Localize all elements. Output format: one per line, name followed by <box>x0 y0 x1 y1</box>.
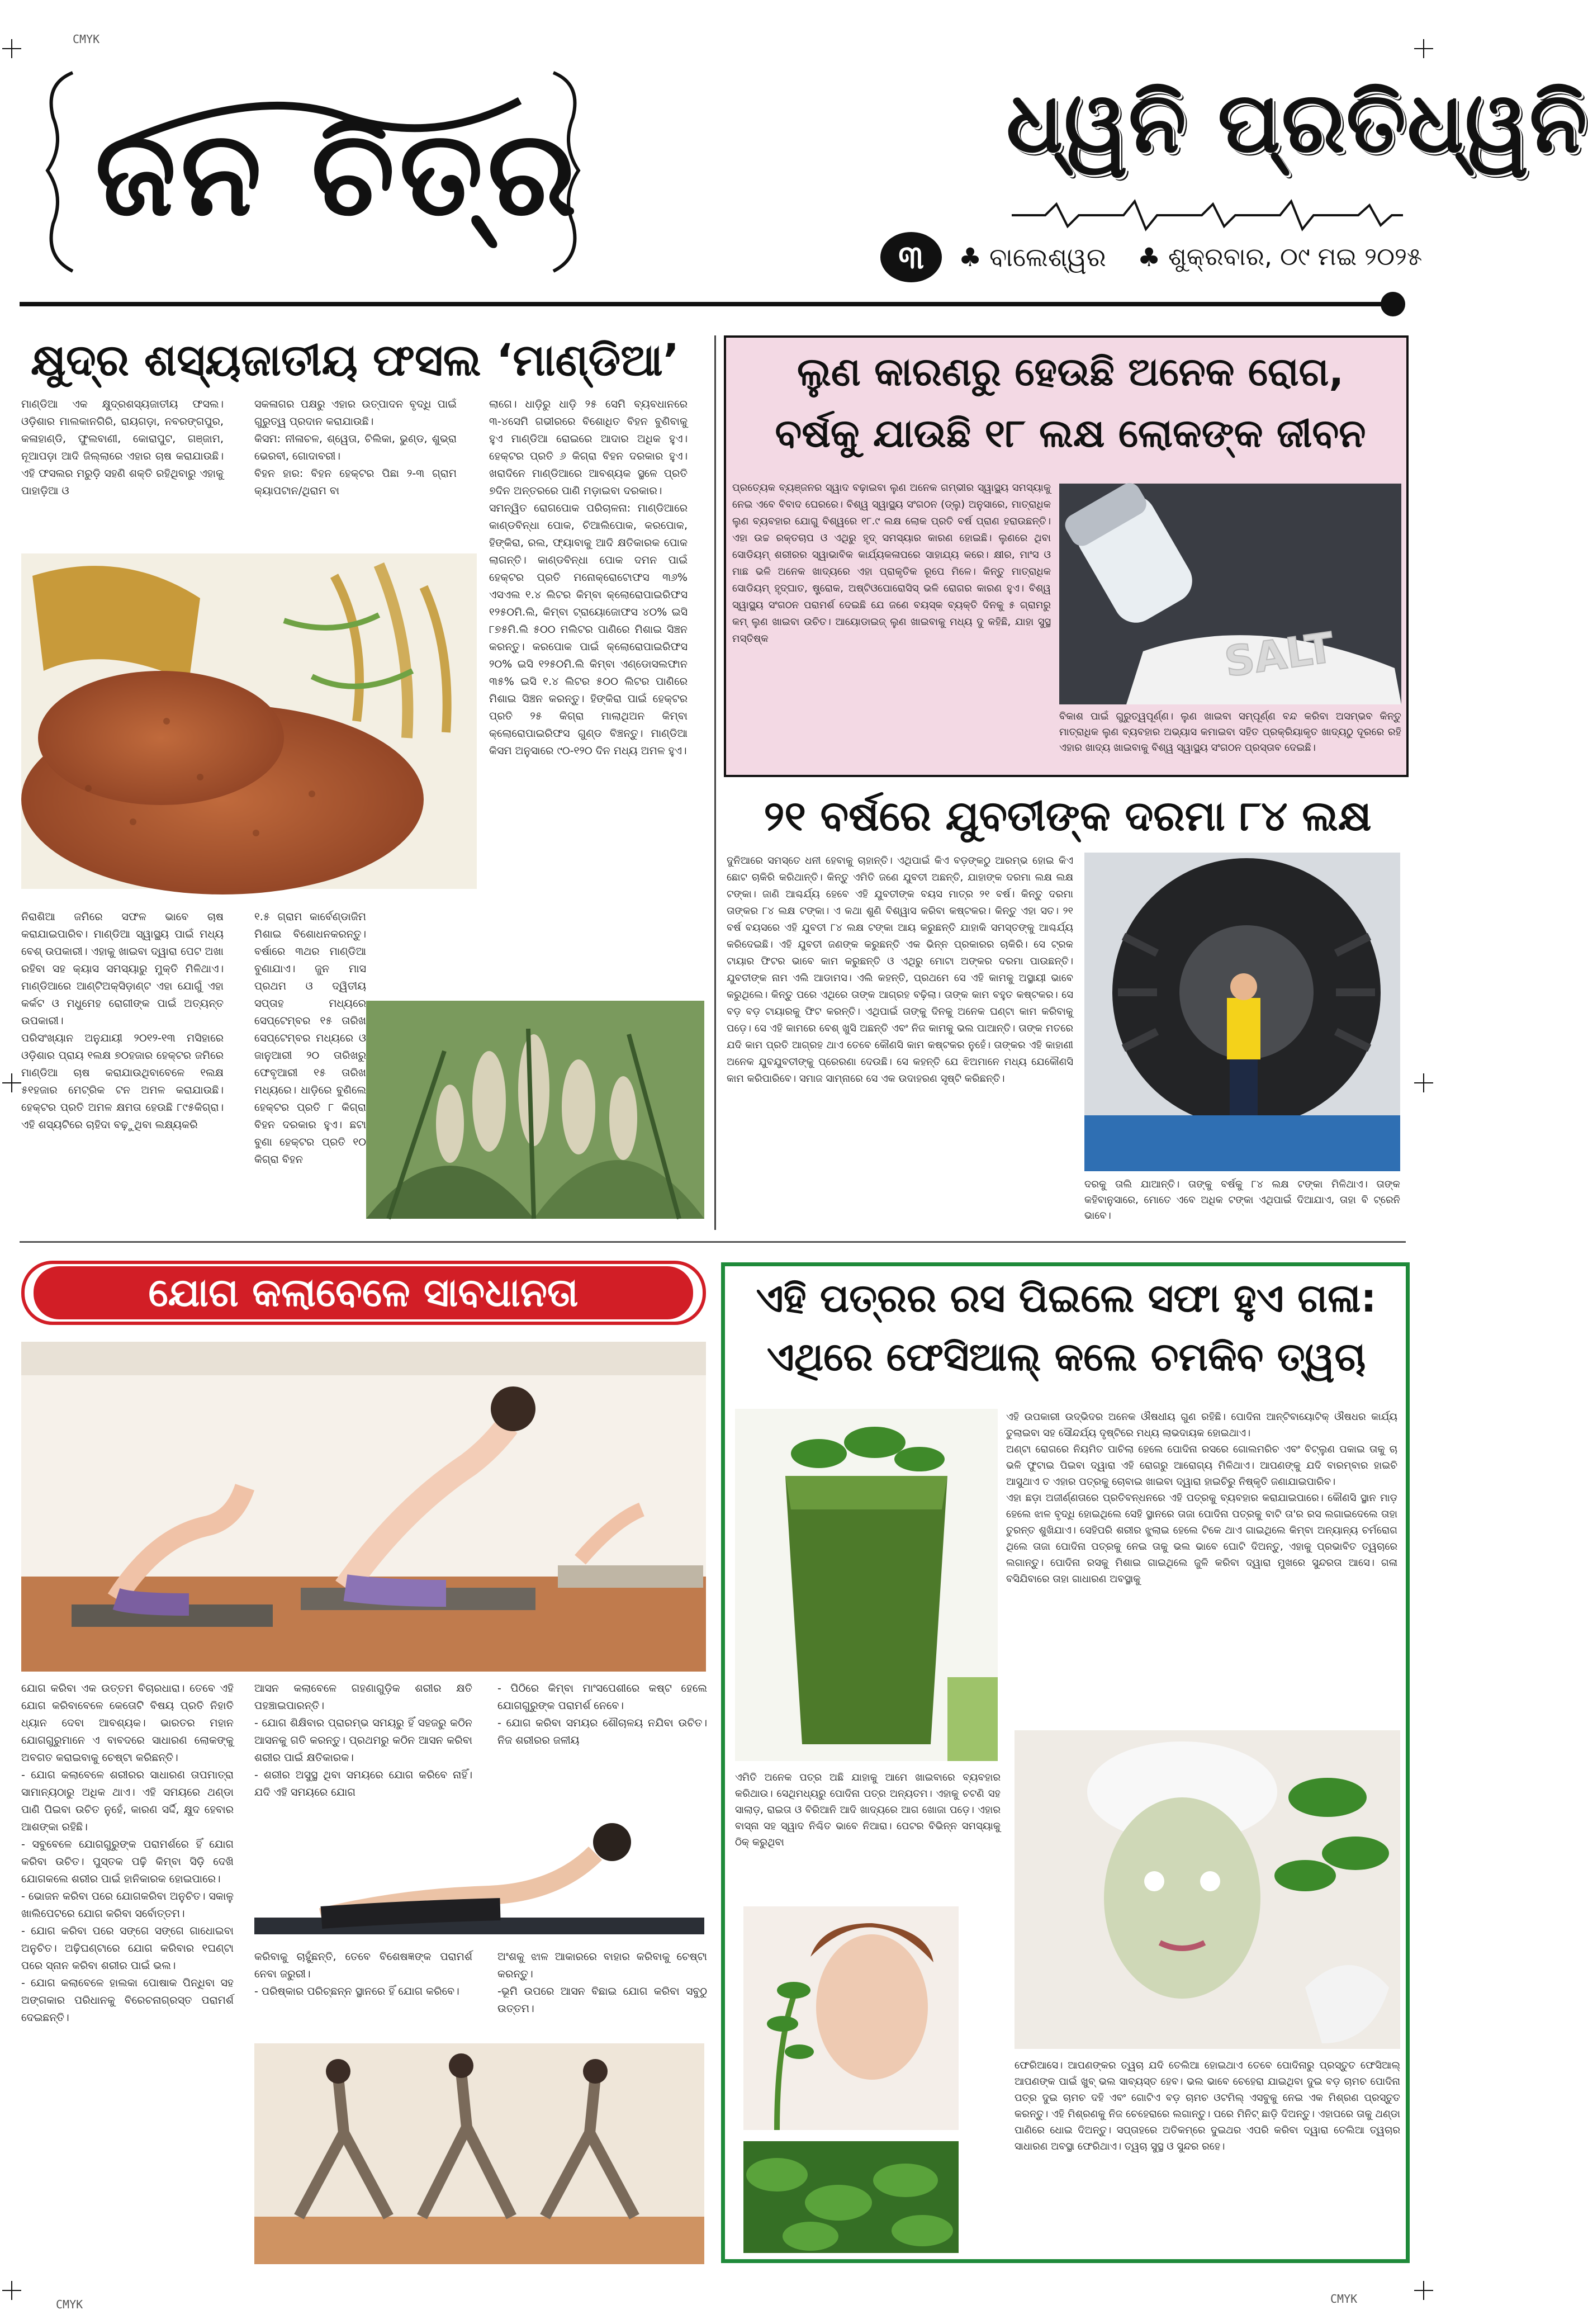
page-number: ୩ <box>880 232 942 282</box>
salary-headline: ୨୧ ବର୍ଷରେ ଯୁବତୀଙ୍କ ଦରମା ୮୪ ଲକ୍ଷ <box>764 792 1372 840</box>
registration-mark <box>1414 2281 1433 2300</box>
crop-mark-label: CMYK <box>1330 2292 1358 2306</box>
city: ବାଲେଶ୍ୱର <box>989 242 1106 272</box>
registration-mark <box>2 1073 21 1092</box>
registration-mark <box>1414 1073 1433 1092</box>
mandia-col1-top: ମାଣ୍ଡିଆ ଏକ କ୍ଷୁଦ୍ରଶସ୍ୟଜାତୀୟ ଫସଲ। ଓଡ଼ିଶାର ମାଲକାନଗିରି, ରାୟଗଡ଼ା, ନବରଙ୍ଗପୁର, କଳାହାଣ୍ଡି, ଫୁଲବାଣୀ, କୋରାପୁଟ, ଗଞ୍ଜାମ, ନୂଆପଡ଼ା ଆଦି ଜିଲ୍ଲାରେ ଏହାର ଚାଷ କରାଯାଉଛି। ଏହି ଫସଲର ମରୁଡ଼ି ସହଣି ଶକ୍ତି ରହିଥିବାରୁ ଏହାକୁ ପାହାଡ଼ିଆ ଓ <box>21 398 224 497</box>
ecg-line <box>1012 198 1403 232</box>
salary-body: ଦୁନିଆରେ ସମସ୍ତେ ଧନୀ ହେବାକୁ ଚାହାନ୍ତି। ଏଥିପାଇଁ କିଏ ବଡ଼ଙ୍କଠୁ ଆରମ୍ଭ ହୋଇ କିଏ ଛୋଟ ଚାକିରି କରିଥାନ୍ତି। କିନ୍ତୁ ଏମିତି ଜଣେ ଯୁବତୀ ଅଛନ୍ତି, ଯାହାଙ୍କ ଦରମା ଲକ୍ଷ ଲକ୍ଷ ଟଙ୍କା। ଜାଣି ଆଶ୍ଚର୍ଯ୍ୟ ହେବେ ଏହି ଯୁବତୀଙ୍କ ବୟସ ମାତ୍ର ୨୧ ବର୍ଷ। କିନ୍ତୁ ଦରମା ତାଙ୍କର ୮୪ ଲକ୍ଷ ଟଙ୍କା। ଏ କଥା ଶୁଣି ବିଶ୍ୱାସ କରିବା କଷ୍ଟକର। କିନ୍ତୁ ଏହା ସତ। ୨୧ ବର୍ଷ ବୟସରେ ଏହି ଯୁବତୀ ୮୪ ଲକ୍ଷ ଟଙ୍କା ଆୟ କରୁଛନ୍ତି ଯାହାକି ସମସ୍ତଙ୍କୁ ଆଶ୍ଚର୍ଯ୍ୟ କରିଦେଇଛି। ଏହି ଯୁବତୀ ଜଣଙ୍କ କରୁଛନ୍ତି ଏକ ଭିନ୍ନ ପ୍ରକାରର ଚାକିରି। ସେ ଟ୍ରକ ଟାୟାର ଫିଟର ଭାବେ କାମ କରୁଛନ୍ତି ଓ ଏଥିରୁ ମୋଟା ଅଙ୍କର ଦରମା ପାଉଛନ୍ତି। ଯୁବତୀଙ୍କ ନାମ ଏଲି ଆଡାମସ। ଏଲି କହନ୍ତି, ପ୍ରଥମେ ସେ ଏହି କାମକୁ ଅସ୍ଥାୟୀ ଭାବେ କରୁଥିଲେ। କିନ୍ତୁ ପରେ ଏଥିରେ ତାଙ୍କ ଆଗ୍ରହ ବଢ଼ିଲା। ତାଙ୍କ କାମ ବହୁତ କଷ୍ଟକର। ସେ ବଡ଼ ବଡ଼ ଟାୟାରକୁ ଫିଟ କରନ୍ତି। ଏଥିପାଇଁ ତାଙ୍କୁ ଦିନକୁ ଅନେକ ଘଣ୍ଟା କାମ କରିବାକୁ ପଡ଼େ। ସେ ଏହି କାମରେ ବେଶ୍ ଖୁସି ଅଛନ୍ତି ଏବଂ ନିଜ କାମକୁ ଭଲ ପାଆନ୍ତି। ତାଙ୍କ ମତରେ ଯଦି କାମ ପ୍ରତି ଆଗ୍ରହ ଥାଏ ତେବେ କୌଣସି କାମ କଷ୍ଟକର ନୁହେଁ। ତାଙ୍କର ଏହି କାହାଣୀ ଅନେକ ଯୁବଯୁବତୀଙ୍କୁ ପ୍ରେରଣା ଦେଉଛି। ସେ କହନ୍ତି ଯେ ଝିଅମାନେ ମଧ୍ୟ ଯେକୌଣସି କାମ କରିପାରିବେ। ସମାଜ ସାମ୍ନାରେ ସେ ଏକ ଉଦାହରଣ ସୃଷ୍ଟି କରିଛନ୍ତି। <box>727 855 1073 1085</box>
mint-body-top: ଏହି ଉପକାରୀ ଉଦ୍ଭିଦର ଅନେକ ଔଷଧୀୟ ଗୁଣ ରହିଛି। ପୋଦିନା ଆନ୍ଟିବାୟୋଟିକ୍ ଔଷଧର କାର୍ଯ୍ୟ ତୁଲାଇବା ସହ ସୌନ୍ଦର୍ଯ୍ୟ ଦୃଷ୍ଟିରେ ମଧ୍ୟ ଲାଭଦାୟକ ହୋଇଥାଏ। ଅଣ୍ଟା ରୋଗରେ ନିୟମିତ ପାଚିଲା ହେଲେ ପୋଦିନା ରସରେ ଗୋଲମରିଚ ଏବଂ ବିଟ୍‌ଲୁଣ ପକାଇ ତାକୁ ଚା ଭଳି ଫୁଟାଇ ପିଇବା ଦ୍ୱାରା ଏହି ରୋଗରୁ ଆରୋଗ୍ୟ ମିଳିଥାଏ। ଆପଣଙ୍କୁ ଯଦି ବାରମ୍ବାର ହାଇଚି ଆସୁଥାଏ ତ ଏହାର ପତ୍ରକୁ ଚୋବାଇ ଖାଇବା ଦ୍ୱାରା ହାଇଚିରୁ ନିଷ୍କୃତି ଜଣାଯାଇପାରିବ। ଏହା ଛଡ଼ା ଅଜୀର୍ଣ୍ଣତାରେ ପ୍ରତିବନ୍ଧନରେ ଏହି ପତ୍ରକୁ ବ୍ୟବହାର କରାଯାଇପାରେ। କୌଣସି ସ୍ଥାନ ମାଡ଼ ହେଲେ ଝାଳ ବୃଦ୍ଧି ହୋଇଥିଲେ ସେହି ସ୍ଥାନରେ ତାଜା ପୋଦିନା ପତ୍ରକୁ ବାଟି ତା'ର ରସ ଲଗାଇଦେଲେ ତାହା ତୁରନ୍ତ ଶୁଖିଯାଏ। ସେହିପରି ଶରୀର ଝୁଲାଇ ହେଲେ ଟିକେ ଥାଏ ଗାଇଥିଲେ କିମ୍ବା ଅନ୍ୟାନ୍ୟ ଚର୍ମରୋଗ ଥିଲେ ତାଜା ପୋଦିନା ପତ୍ରକୁ ନେଇ ତାକୁ ଭଲ ଭାବେ ଘୋଟି ଦିଅନ୍ତୁ, ଏହାକୁ ପ୍ରଭାବିତ ତ୍ୱଚାରେ ଲଗାନ୍ତୁ। ପୋଦିନା ରସକୁ ମିଶାଇ ଗାଇଥିଲେ ଜୁଳି କରିବା ଦ୍ୱାରା ମୁଖରେ ସୁନ୍ଦରତା ଆସେ। ଗଳା ବସିଯିବାରେ ତାହା ଗାଧାରଣ ଅବସ୍ଥାକୁ <box>1006 1411 1397 1585</box>
crop-mark-label: CMYK <box>73 32 100 46</box>
mandia-col3: ଲାଗେ। ଧାଡ଼ିରୁ ଧାଡ଼ି ୨୫ ସେମି ବ୍ୟବଧାନରେ ୩-୪ସେମି ଗଭୀରରେ ବିଶୋଧିତ ବିହନ ବୁଣିବାକୁ ହୁଏ ମାଣ୍ଡିଆ ରୋଇରେ ଆଦାର ଅଧିକ ହୁଏ। ହେକ୍ଟର ପ୍ରତି ୬ କିଗ୍ରା ବିହନ ଦରକାର ହୁଏ। ଖରାଦିନେ ମାଣ୍ଡିଆରେ ଆବଶ୍ୟକ ସ୍ଥଳେ ପ୍ରତି ୭ଦିନ ଅନ୍ତରରେ ପାଣି ମଡ଼ାଇବା ଦରକାର। ସମନ୍ୱିତ ରୋଗପୋକ ପରିଚାଳନା: ମାଣ୍ଡିଆରେ କାଣ୍ଡବିନ୍ଧା ପୋକ, ଚିଆଲିପୋକ, କରପୋକ, ହିଙ୍କିରା, ରଲ, ଫ୍ୟାବାକୁ ଆଦି କ୍ଷତିକାରକ ପୋକ ଲାଗନ୍ତି। କାଣ୍ଡବିନ୍ଧା ପୋକ ଦମନ ପାଇଁ ହେକ୍ଟର ପ୍ରତି ମନୋକ୍ରୋଟୋଫସ ୩୬% ଏସଏଲ ୧.୪ ଲିଟର କିମ୍ବା କ୍ଲୋରୋପାଇରିଫସ ୧୨୫୦ମି.ଲି, କିମ୍ବା ଟ୍ରାୟୋଜୋଫସ ୪୦% ଇସି ୮୭୫ମି.ଲି ୫୦୦ ମଲିଟର ପାଣିରେ ମିଶାଇ ସିଞ୍ଚନ କରନ୍ତୁ। କରପୋକ ପାଇଁ କ୍ଲୋରୋପାଇରିଫସ ୨୦% ଇସି ୧୨୫୦ମି.ଲି କିମ୍ବା ଏଣ୍ଡୋସଲଫାନ ୩୫% ଇସି ୧.୪ ଲିଟର ୫୦୦ ଲିଟର ପାଣିରେ ମିଶାଇ ସିଞ୍ଚନ କରନ୍ତୁ। ହିଙ୍କିରା ପାଇଁ ହେକ୍ଟର ପ୍ରତି ୨୫ କିଗ୍ରା ମାଲାଥିଅନ କିମ୍ବା କ୍ଲୋରୋପାଇରିଫସ ଗୁଣ୍ଡ ବିଞ୍ଚନ୍ତୁ। ମାଣ୍ଡିଆ କିସମ ଅନୁସାରେ ୯୦-୧୨୦ ଦିନ ମଧ୍ୟ ଅମଳ ହୁଏ। <box>489 398 688 757</box>
mandia-col2-top: ସକଳାଗର ପକ୍ଷରୁ ଏହାର ଉତ୍ପାଦନ ବୃଦ୍ଧି ପାଇଁ ଗୁରୁତ୍ୱ ପ୍ରଦାନ କରାଯାଉଛି। କିସମ: ନୀଳାଚଳ, ଶ୍ୱେତା, ଚିଲିକା, ଭୁଣ୍ଡ, ଶୁଭ୍ରା ଭେରବୀ, ଗୋଦାବରୀ। ବିହନ ହାର: ବିହନ ହେକ୍ଟର ପିଛା ୨-୩ ଗ୍ରାମ କ୍ୟାପଟାନ/ଥିରାମ ବା <box>254 398 457 497</box>
yoga-class-photo <box>21 1342 706 1672</box>
mandia-col1-bottom: ନିରାଶିଆ ଜମିରେ ସଫଳ ଭାବେ ଚାଷ କରାଯାଇପାରିବ। ମାଣ୍ଡିଆ ସ୍ୱାସ୍ଥ୍ୟ ପାଇଁ ମଧ୍ୟ ବେଶ୍ ଉପକାରୀ। ଏହାକୁ ଖାଇବା ଦ୍ୱାରା ପେଟ ଅଖା ରହିବା ସହ କ୍ୟାସ ସମସ୍ୟାରୁ ମୁକ୍ତି ମିଳିଥାଏ। ମାଣ୍ଡିଆରେ ଆଣ୍ଟିଅକ୍ସିଡ଼ାଣ୍ଟ ଏହା ଯୋଗୁଁ ଏହା କର୍କଟ ଓ ମଧୁମେହ ରୋଗୀଙ୍କ ପାଇଁ ଅତ୍ୟନ୍ତ ଉପକାରୀ। ପରିସଂଖ୍ୟାନ ଅନୁଯାୟୀ ୨୦୧୨-୧୩ ମସିହାରେ ଓଡ଼ିଶାର ପ୍ରାୟ ୧ଲକ୍ଷ ୭୦ହଜାର ହେକ୍ଟର ଜମିରେ ମାଣ୍ଡିଆ ଚାଷ କରାଯାଉଥିବାବେଳେ ୧ଲକ୍ଷ ୫୧ହଜାର ମେଟ୍ରିକ ଟନ ଅମଳ କରାଯାଉଛି। ହେକ୍ଟର ପ୍ରତି ଅମଳ କ୍ଷମତା ହେଉଛି ୮୯୫କିଗ୍ରା। ଏହି ଶସ୍ୟଟିରେ ଚାହିଦା ବଢ଼ୁଥିବା ଲକ୍ଷ୍ୟକରି <box>21 911 224 1131</box>
yoga-pose-photo <box>254 1803 704 1943</box>
mint-headline-line2: ଏଥିରେ ଫେସିଆଲ୍ କଲେ ଚମକିବ ତ୍ୱଚା <box>766 1334 1366 1380</box>
salt-body-right: ବିକାଶ ପାଇଁ ଗୁରୁତ୍ୱପୂର୍ଣ୍ଣ। ଲୁଣ ଖାଇବା ସମ୍ପୂର୍ଣ୍ଣ ବନ୍ଦ କରିବା ଅସମ୍ଭବ କିନ୍ତୁ ମାତ୍ରାଧିକ ଲୁଣ ବ୍ୟବହାର ଅଭ୍ୟାସ କମାଇବା ସହିତ ପ୍ରକ୍ରିୟାକୃତ ଖାଦ୍ୟଠୁ ଦୂରରେ ରହି ଏହାର ଖାଦ୍ୟ ଖାଇବାକୁ ବିଶ୍ୱ ସ୍ୱାସ୍ଥ୍ୟ ସଂଗଠନ ପ୍ରସ୍ତାବ ଦେଇଛି। <box>1059 711 1401 754</box>
mint-body-mid: ଏମିତି ଅନେକ ପତ୍ର ଅଛି ଯାହାକୁ ଆମେ ଖାଇବାରେ ବ୍ୟବହାର କରିଥାଉ। ସେଥିମଧ୍ୟରୁ ପୋଦିନା ପତ୍ର ଅନ୍ୟତମ। ଏହାକୁ ଚଟଣି ସହ ସାଲାଡ଼, ରାଇତା ଓ ବିରିଆନି ଆଦି ଖାଦ୍ୟରେ ଆଗ ଖୋଜା ପଡ଼େ। ଏହାର ବାସ୍ନା ସହ ସ୍ୱାଦ ନିଶ୍ଚିତ ଭାବେ ନିଆରା। ପେଟର ବିଭିନ୍ନ ସମସ୍ୟାକୁ ଠିକ୍ କରୁଥିବା <box>735 1772 1001 1848</box>
registration-mark <box>2 2281 21 2300</box>
yoga-col2-bottom: କରିବାକୁ ଚାହୁଁଛନ୍ତି, ତେବେ ବିଶେଷଜ୍ଞଙ୍କ ପରାମର୍ଶ ନେବା ଜରୁରୀ। - ପରିଷ୍କାର ପରିଚ୍ଛନ୍ନ ସ୍ଥାନରେ ହିଁ ଯୋଗ କରିବେ। <box>254 1951 472 1998</box>
section-title: ଜନ ଚିତ୍ର <box>95 104 581 242</box>
millet-plant-photo <box>366 1001 704 1219</box>
mint-headline-line1: ଏହି ପତ୍ରର ରସ ପିଇଲେ ସଫା ହୁଏ ଗଳା: <box>756 1275 1377 1321</box>
rule-end-dot <box>1381 292 1405 316</box>
mandia-headline: କ୍ଷୁଦ୍ର ଶସ୍ୟଜାତୀୟ ଫସଲ ‘ମାଣ୍ଡିଆ’ <box>31 335 680 386</box>
masthead-rule <box>20 302 1389 306</box>
salt-body-left: ପ୍ରତ୍ୟେକ ବ୍ୟଞ୍ଜନର ସ୍ୱାଦ ବଢ଼ାଇବା ଲୁଣ ଅନେକ ଗମ୍ଭୀର ସ୍ୱାସ୍ଥ୍ୟ ସମସ୍ୟାକୁ ନେଇ ଏବେ ବିବାଦ ଘେରରେ। ବିଶ୍ୱ ସ୍ୱାସ୍ଥ୍ୟ ସଂଗଠନ (ଡ୍ଲୁ) ଅନୁସାରେ, ମାତ୍ରାଧିକ ଲୁଣ ବ୍ୟବହାର ଯୋଗୁ ବିଶ୍ୱରେ ୧୮.୯ ଲକ୍ଷ ଲୋକ ପ୍ରତି ବର୍ଷ ପ୍ରାଣ ହରାଉଛନ୍ତି। ଏହା ଉଚ୍ଚ ରକ୍ତଚାପ ଓ ଏଥିରୁ ହୃଦ୍ ସମସ୍ୟାର କାରଣ ହୋଇଛି। ଲୁଣରେ ଥିବା ସୋଡିୟମ୍ ଶରୀରର ସ୍ୱାଭାବିକ କାର୍ଯ୍ୟକଳାପରେ ସାହାଯ୍ୟ କରେ। କ୍ଷୀର, ମାଂସ ଓ ମାଛ ଭଳି ଅନେକ ଖାଦ୍ୟରେ ଏହା ପ୍ରାକୃତିକ ରୂପେ ମିଳେ। କିନ୍ତୁ ମାତ୍ରାଧିକ ସୋଡିୟମ୍ ହୃଦ୍‌ଘାତ, ଷ୍ଟ୍ରୋକ, ଅଷ୍ଟିଓପୋରୋସିସ୍ ଭଳି ରୋଗର କାରଣ ହୁଏ। ବିଶ୍ୱ ସ୍ୱାସ୍ଥ୍ୟ ସଂଗଠନ ପରାମର୍ଶ ଦେଇଛି ଯେ ଜଣେ ବୟସ୍କ ବ୍ୟକ୍ତି ଦିନକୁ ୫ ଗ୍ରାମରୁ କମ୍ ଲୁଣ ଖାଇବା ଉଚିତ। ଆୟୋଡାଇଜ୍ ଲୁଣ ଖାଇବାକୁ ମଧ୍ୟ ଦୁ କହିଛି, ଯାହା ସୁସ୍ଥ ମସ୍ତିଷ୍କ <box>732 482 1051 645</box>
section-divider <box>20 1241 1406 1243</box>
issue-date: ଶୁକ୍ରବାର, ୦୯ ମଇ ୨୦୨୫ <box>1168 243 1423 271</box>
yoga-headline: ଯୋଗ କଲାବେଳେ ସାବଧାନତା <box>34 1266 693 1319</box>
yoga-col2: ଆସନ କଲାବେଳେ ଗହଣାଗୁଡ଼ିକ ଶରୀର କ୍ଷତି ପହଞ୍ଚାଇପାରନ୍ତି। - ଯୋଗ ଶିକ୍ଷିବାର ପ୍ରାରମ୍ଭ ସମୟରୁ ହିଁ ସହଜରୁ କଠିନ ଆସନକୁ ଗତି କରନ୍ତୁ। ପ୍ରଥମରୁ କଠିନ ଆସନ କରିବା ଶରୀର ପାଇଁ କ୍ଷତିକାରକ। - ଶରୀର ଅସୁସ୍ଥ ଥିବା ସମୟରେ ଯୋଗ କରିବେ ନାହିଁ। ଯଦି ଏହି ସମୟରେ ଯୋଗ <box>254 1682 472 1798</box>
paper-name: ଧ୍ୱନି ପ୍ରତିଧ୍ୱନି <box>1006 74 1588 172</box>
mint-juice-photo <box>735 1409 998 1761</box>
column-divider <box>714 335 716 1230</box>
salt-headline-line2: ବର୍ଷକୁ ଯାଉଛି ୧୮ ଲକ୍ଷ ଲୋକଙ୍କ ଜୀବନ <box>775 410 1366 456</box>
tyre-worker-photo <box>1084 853 1400 1171</box>
yoga-col3: - ପିଠିରେ କିମ୍ବା ମାଂସପେଶୀରେ କଷ୍ଟ ହେଲେ ଯୋଗଗୁରୁଙ୍କ ପରାମର୍ଶ ନେବେ। - ଯୋଗ କରିବା ସମୟର ଶୌଚାଳୟ ନଯିବା ଉଚିତ। ନିଜ ଶରୀରର ଜଳୀୟ <box>497 1682 707 1746</box>
crop-mark-label: CMYK <box>56 2298 83 2311</box>
yoga-col1: ଯୋଗ କରିବା ଏକ ଉତ୍ତମ ବିଚାରଧାରା। ତେବେ ଏହି ଯୋଗ କରିବାବେଳେ କେତୋଟି ବିଷୟ ପ୍ରତି ନିହାତି ଧ୍ୟାନ ଦେବା ଆବଶ୍ୟକ। ଭାରତର ମହାନ ଯୋଗଗୁରୁମାନେ ଏ ବାବଦରେ ସାଧାରଣ ଲୋକଙ୍କୁ ଅବଗତ କରାଇବାକୁ ଚେଷ୍ଟା କରିଛନ୍ତି। - ଯୋଗ କଲାବେଳେ ଶରୀରର ସାଧାରଣ ତାପମାତ୍ରା ସାମାନ୍ୟଠାରୁ ଅଧିକ ଥାଏ। ଏହି ସମୟରେ ଥଣ୍ଡା ପାଣି ପିଇବା ଉଚିତ ନୁହେଁ, କାରଣ ସର୍ଦ୍ଦି, କ୍ଷୁଦ ହେବାର ଆଶଙ୍କା ରହିଛି। - ସବୁବେଳେ ଯୋଗଗୁରୁଙ୍କ ପରାମର୍ଶରେ ହିଁ ଯୋଗ କରିବା ଉଚିତ। ପୁସ୍ତକ ପଢ଼ି କିମ୍ବା ସିଡ଼ି ଦେଖି ଯୋଗକଲେ ଶରୀର ପାଇଁ ହାନିକାରକ ହୋଇପାରେ। - ଭୋଜନ କରିବା ପରେ ଯୋଗକରିବା ଅନୁଚିତ। ସକାଳୁ ଖାଲିପେଟରେ ଯୋଗ କରିବା ସର୍ବୋତ୍ତମ। - ଯୋଗ କରିବା ପରେ ସଙ୍ଗେ ସଙ୍ଗେ ଗାଧୋଇବା ଅନୁଚିତ। ଅଢ଼ିଘଣ୍ଟାରେ ଯୋଗ କରିବାର ୧ଘଣ୍ଟା ପରେ ସ୍ନାନ କରିବା ଶରୀର ପାଇଁ ଭଲ। - ଯୋଗ କଲାବେଳେ ହାଲକା ପୋଷାକ ପିନ୍ଧିବା ସହ ଅଙ୍ଗକାର ପରିଧାନକୁ ବିରେଚନାଗ୍ରସ୍ତ ପରାମର୍ଶ ଦେଇଛନ୍ତି। <box>21 1682 234 2024</box>
salt-shaker-photo <box>1059 484 1401 704</box>
mandia-col2-bottom: ୧.୫ ଗ୍ରାମ କାର୍ବେଣ୍ଡାଜିମ ମିଶାଇ ବିଶୋଧନକରନ୍ତୁ। ବର୍ଷାରେ ୩ଥର ମାଣ୍ଡିଆ ବୁଣାଯାଏ। ଜୁନ ମାସ ପ୍ରଥମ ଓ ଦ୍ୱିତୀୟ ସପ୍ତାହ ମଧ୍ୟରେ ସେପ୍ଟେମ୍ବର ୧୫ ତାରିଖ ସେପ୍ଟେମ୍ବର ମଧ୍ୟରେ ଓ ଜାନୁଆରୀ ୨୦ ତାରିଖରୁ ଫେବୃଆରୀ ୧୫ ତାରିଖ ମଧ୍ୟରେ। ଧାଡ଼ିରେ ବୁଣିଲେ ହେକ୍ଟର ପ୍ରତି ୮ କିଗ୍ରା ବିହନ ଦରକାର ହୁଏ। ଛଟା ବୁଣା ହେକ୍ଟର ପ୍ରତି ୧୦ କିଗ୍ରା ବିହନ <box>254 911 366 1166</box>
salt-headline-line1: ଲୁଣ କାରଣରୁ ହେଉଛି ଅନେକ ରୋଗ, <box>797 349 1344 395</box>
salary-photo-caption: ଦରକୁ ତାଲି ଯାଆନ୍ତି। ତାଙ୍କୁ ବର୍ଷକୁ ୮୪ ଲକ୍ଷ ଟଙ୍କା ମିଳିଥାଏ। ତାଙ୍କ କହିବାନୁସାରେ, ମୋତେ ଏବେ ଅଧିକ ଟଙ୍କା ଏଥିପାଇଁ ଦିଆଯାଏ, ତାହା ବି ଟ୍ରେନି ଭାବେ। <box>1084 1178 1400 1222</box>
millet-seeds-photo <box>21 553 477 889</box>
facial-mask-photo <box>1015 1730 1400 2049</box>
yoga-col3-bottom: ଅଂଶକୁ ଝାଳ ଆକାରରେ ବାହାର କରିବାକୁ ଚେଷ୍ଟା କରନ୍ତୁ। -ଭୂମି ଉପରେ ଆସନ ବିଛାଇ ଯୋଗ କରିବା ସବୁଠୁ ଉତ୍ତମ। <box>497 1951 707 2015</box>
group-yoga-photo <box>254 2043 704 2264</box>
mint-woman-photo <box>743 1906 959 2130</box>
salt-word: SALT <box>1221 623 1337 687</box>
masthead <box>0 0 1588 313</box>
mint-leaves-photo <box>743 2141 959 2253</box>
club-icon: ♣ <box>959 242 982 272</box>
club-icon: ♣ <box>1137 242 1161 272</box>
mint-body-bottom: ଫେରିଆସେ। ଆପଣଙ୍କର ତ୍ୱଚା ଯଦି ତେଲିଆ ହୋଇଥାଏ ତେବେ ପୋଦିନାରୁ ପ୍ରସ୍ତୁତ ଫେସିଆଲ୍ ଆପଣଙ୍କ ପାଇଁ ଖୁବ୍ ଭଲ ସାବ୍ୟସ୍ତ ହେବ। ଭଲ ଭାବେ ଚେହେରା ଯାଇଥିବା ଦୁଇ ବଡ଼ ଚାମଚ ପୋଦିନା ପତ୍ର ଦୁଇ ଚାମଚ ଦହି ଏବଂ ଗୋଟିଏ ବଡ଼ ଚାମଚ ଓଟମିଲ୍ ଏସବୁକୁ ନେଇ ଏକ ମିଶ୍ରଣ ପ୍ରସ୍ତୁତ କରନ୍ତୁ। ଏହି ମିଶ୍ରଣକୁ ନିଜ ଚେହେରାରେ ଲଗାନ୍ତୁ। ପରେ ମିନିଟ୍ ଛାଡ଼ି ଦିଅନ୍ତୁ। ଏହାପରେ ତାକୁ ଥଣ୍ଡା ପାଣିରେ ଧୋଇ ଦିଅନ୍ତୁ। ସପ୍ତାହରେ ଅତିକମ୍‌ରେ ଦୁଇଥର ଏପରି କରିବା ଦ୍ୱାରା ତେଲିଆ ତ୍ୱଚାର ସାଧାରଣ ଅବସ୍ଥା ଫେରିଥାଏ। ତ୍ୱଚା ସୁସ୍ଥ ଓ ସୁନ୍ଦର ରହେ। <box>1015 2060 1400 2152</box>
